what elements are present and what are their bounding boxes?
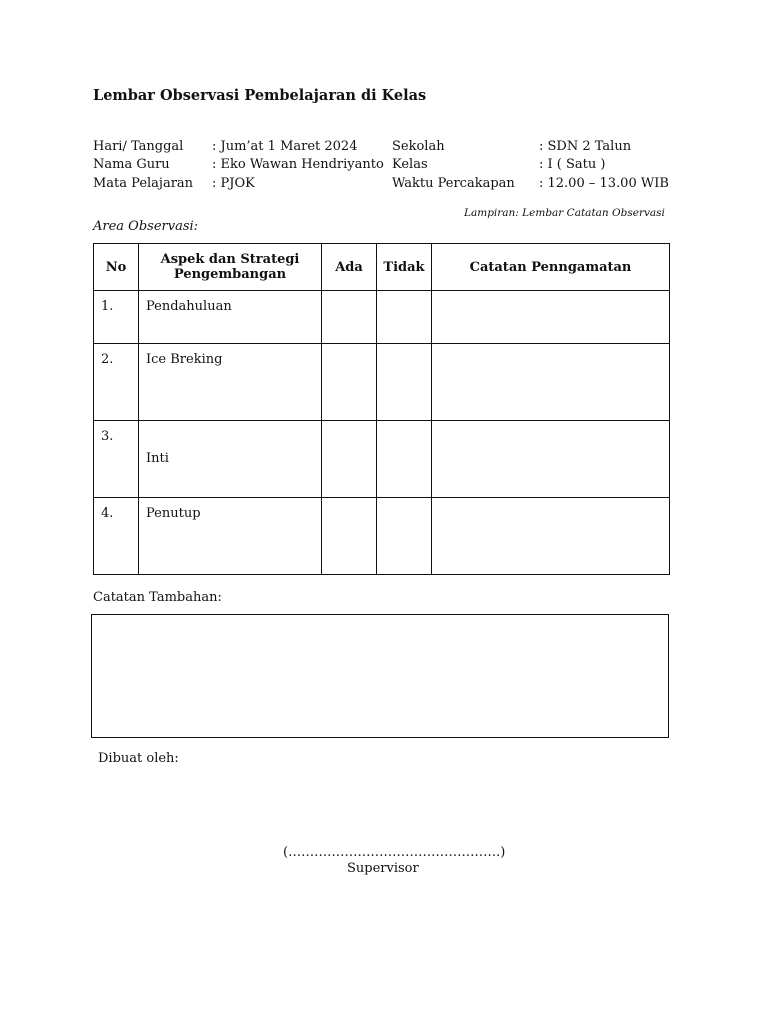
row-tidak-cell[interactable] <box>377 291 432 344</box>
info-label-waktu: Waktu Percakapan <box>392 176 515 191</box>
row-catatan-cell[interactable] <box>432 498 670 575</box>
catatan-tambahan-label: Catatan Tambahan: <box>93 590 222 605</box>
row-catatan-cell[interactable] <box>432 344 670 421</box>
info-value-sekolah: : SDN 2 Talun <box>539 139 632 154</box>
row-ada-cell[interactable] <box>322 344 377 421</box>
table-header-row <box>94 244 670 291</box>
info-label-kelas: Kelas <box>392 157 428 172</box>
row-number: 2. <box>94 344 139 421</box>
table-row <box>94 344 670 421</box>
row-catatan-cell[interactable] <box>432 421 670 498</box>
row-number: 4. <box>94 498 139 575</box>
info-value-hari-tanggal: : Jum’at 1 Maret 2024 <box>212 139 358 154</box>
signature-line: (………………………………………….) <box>283 845 506 860</box>
table-row <box>94 498 670 575</box>
row-aspek: Ice Breking <box>139 344 322 421</box>
header-aspek <box>139 244 322 291</box>
row-ada-cell[interactable] <box>322 421 377 498</box>
row-ada-cell[interactable] <box>322 498 377 575</box>
row-tidak-cell[interactable] <box>377 498 432 575</box>
header-tidak: Tidak <box>377 244 432 291</box>
info-value-kelas: : I ( Satu ) <box>539 157 606 172</box>
info-value-mata-pelajaran: : PJOK <box>212 176 255 191</box>
table-row <box>94 291 670 344</box>
dibuat-oleh-label: Dibuat oleh: <box>98 751 179 766</box>
row-aspek: Pendahuluan <box>139 291 322 344</box>
info-label-sekolah: Sekolah <box>392 139 445 154</box>
header-aspek-line1: Aspek dan Strategi <box>160 252 300 267</box>
info-value-nama-guru: : Eko Wawan Hendriyanto <box>212 157 384 172</box>
row-aspek: Inti <box>139 421 322 498</box>
catatan-tambahan-box[interactable] <box>91 614 669 738</box>
header-aspek-line2: Pengembangan <box>173 267 287 282</box>
table-row <box>94 421 670 498</box>
signature-role: Supervisor <box>347 861 419 876</box>
row-aspek: Penutup <box>139 498 322 575</box>
document-title: Lembar Observasi Pembelajaran di Kelas <box>93 87 427 104</box>
info-label-hari-tanggal: Hari/ Tanggal <box>93 139 184 154</box>
row-tidak-cell[interactable] <box>377 344 432 421</box>
header-no: No <box>94 244 139 291</box>
row-number: 1. <box>94 291 139 344</box>
row-tidak-cell[interactable] <box>377 421 432 498</box>
info-value-waktu: : 12.00 – 13.00 WIB <box>539 176 669 191</box>
info-label-mata-pelajaran: Mata Pelajaran <box>93 176 194 191</box>
row-ada-cell[interactable] <box>322 291 377 344</box>
header-ada: Ada <box>322 244 377 291</box>
row-number: 3. <box>94 421 139 498</box>
lampiran-note: Lampiran: Lembar Catatan Observasi <box>464 207 665 219</box>
row-catatan-cell[interactable] <box>432 291 670 344</box>
area-observasi-label: Area Observasi: <box>93 219 199 234</box>
header-catatan: Catatan Penngamatan <box>432 244 670 291</box>
info-label-nama-guru: Nama Guru <box>93 157 170 172</box>
observation-table <box>93 243 670 575</box>
